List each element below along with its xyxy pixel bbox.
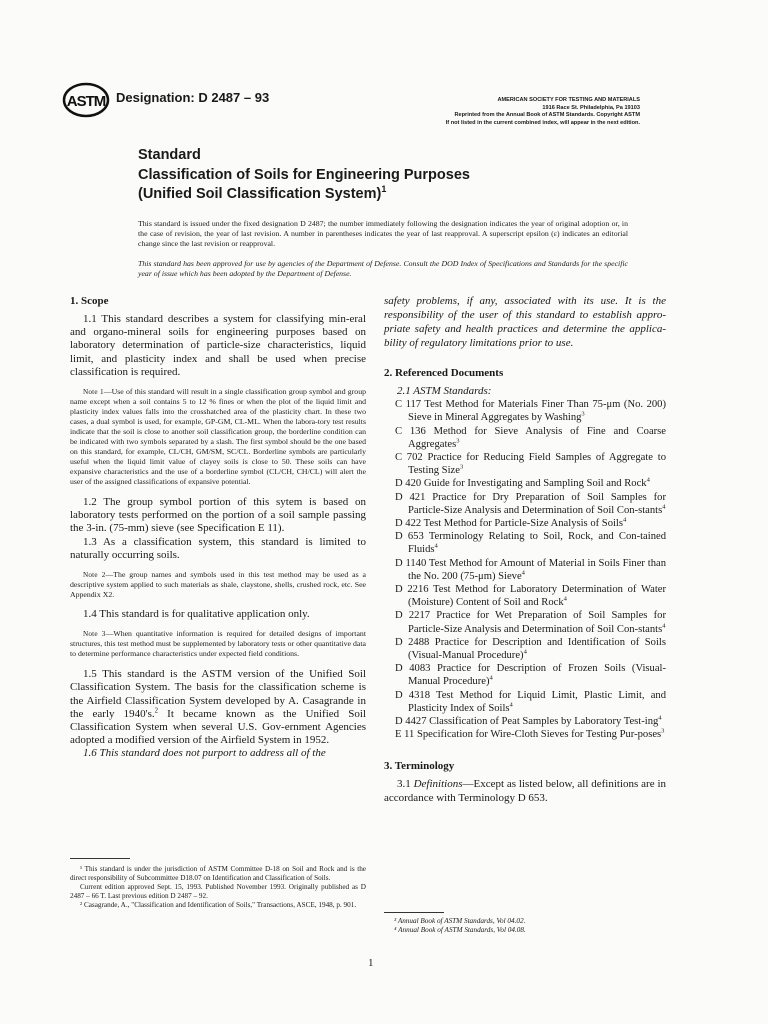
title-standard: Standard	[138, 147, 201, 163]
footnotes-right	[384, 912, 666, 935]
reference-item: D 421 Practice for Dry Preparation of Soil Samples for Particle-Size Analysis and Determination of Soil Con-stants$^4$	[395, 491, 666, 516]
reference-item: D 422 Test Method for Particle-Size Analysis of Soils$^4$	[395, 516, 627, 530]
paragraph-1-3: 1.3 As a classification system, this standard is limited to naturally occurring soils.	[70, 535, 366, 561]
publisher-line: Reprinted from the Annual Book of ASTM Standards. Copyright ASTM	[454, 112, 640, 119]
footnotes-left	[70, 858, 366, 910]
paragraph-1-6: 1.6 This standard does not purport to address all of the	[83, 747, 326, 760]
section-heading-scope: 1. Scope	[70, 295, 109, 307]
reference-item: D 420 Guide for Investigating and Sampling Soil and Rock$^4$	[395, 476, 650, 490]
left-column	[70, 294, 366, 761]
reference-item: D 4427 Classification of Peat Samples by Laboratory Test-ing$^4$	[395, 714, 662, 728]
reference-item: D 2217 Practice for Wet Preparation of Soil Samples for Particle-Size Analysis and Determination of Soil Con-stants$^4$	[395, 610, 666, 635]
footnote-1-edition: Current edition approved Sept. 15, 1993. Published November 1993. Originally published as D 2487 – 66 T. Last previous edition D 2487 – 92.	[70, 883, 366, 900]
page-number: 1	[368, 957, 374, 969]
publisher-line: If not listed in the current combined index, will appear in the next edition.	[445, 119, 640, 126]
paragraph-3-1: 3.1 Definitions—Except as listed below, all definitions are in accordance with Terminology D 653.	[384, 778, 666, 804]
reference-item: D 2216 Test Method for Laboratory Determination of Water (Moisture) Content of Soil and Rock$^4$	[395, 584, 666, 609]
title-sub: (Unified Soil Classification System)$^1$	[138, 184, 387, 202]
reference-item: D 2488 Practice for Description and Identification of Soils (Visual-Manual Procedure)$^4$	[395, 636, 666, 662]
footnote-3: ³ Annual Book of ASTM Standards, Vol 04.02.	[394, 917, 526, 925]
note-2: Note 2—The group names and symbols used in this test method may be used as a descriptive system applied to such materials as shale, claystone, shells, crushed rock, etc. See Appendix X2.	[70, 570, 367, 600]
paragraph-1-4: 1.4 This standard is for qualitative application only.	[83, 608, 310, 621]
publisher-line: AMERICAN SOCIETY FOR TESTING AND MATERIALS	[497, 97, 640, 103]
publisher-block	[400, 97, 640, 127]
astm-logo	[62, 82, 110, 118]
dod-approval-statement: This standard has been approved for use by agencies of the Department of Defense. Consult the DOD Index of Specifications and Standards for the specific year of issue which has been adopted by the Department of Defense.	[138, 259, 628, 278]
reference-item: D 653 Terminology Relating to Soil, Rock, and Con-tained Fluids$^4$	[395, 531, 666, 556]
paragraph-1-5: 1.5 This standard is the ASTM version of the Unified Soil Classification System. The basis for the classification scheme is the Airfield Classification System developed by A. Casagrande in the early 1940's.$^2$ It became known as the Unified Soil Classification System when several U.S. Gov-ernment Agencies adopted a modified version of the Airfield System in 1952.	[70, 668, 366, 747]
section-heading-referenced-documents: 2. Referenced Documents	[384, 367, 504, 379]
paragraph-1-2: 1.2 The group symbol portion of this sytem is based on laboratory tests performed on the portion of a soil sample passing the 3-in. (75-mm) sieve (see Specification E 11).	[70, 496, 366, 535]
reference-item: D 1140 Test Method for Amount of Material in Soils Finer than the No. 200 (75-μm) Sieve$^4$	[395, 557, 667, 582]
section-heading-terminology: 3. Terminology	[384, 760, 455, 773]
reference-item: C 117 Test Method for Materials Finer Than 75-μm (No. 200) Sieve in Mineral Aggregates by Washing$^3$	[395, 399, 666, 424]
logo-text: ASTM	[66, 93, 106, 110]
reference-item: C 702 Practice for Reducing Field Samples of Aggregate to Testing Size$^3$	[395, 452, 666, 477]
right-column	[384, 294, 666, 805]
publisher-line: 1916 Race St. Philadelphia, Pa 19103	[542, 104, 640, 111]
note-3: Note 3—When quantitative information is required for detailed designs of important structures, this test method must be supplemented by laboratory tests or other quantitative data to determine performance characteristics under expected field conditions.	[70, 629, 366, 659]
reference-list	[384, 398, 666, 741]
reference-item: D 4318 Test Method for Liquid Limit, Plastic Limit, and Plasticity Index of Soils$^4$	[395, 689, 666, 714]
designation: Designation: D 2487 – 93	[116, 90, 270, 105]
footnote-2: ² Casagrande, A., "Classification and Identification of Soils," Transactions, ASCE, 1948, p. 901.	[80, 901, 357, 909]
document-title	[138, 146, 470, 204]
reference-item: D 4083 Practice for Description of Frozen Soils (Visual-Manual Procedure)$^4$	[395, 663, 666, 688]
reference-item: E 11 Specification for Wire-Cloth Sieves for Testing Pur-poses$^3$	[395, 727, 665, 741]
subsection-astm-standards: 2.1 ASTM Standards:	[397, 385, 492, 397]
reference-item: C 136 Method for Sieve Analysis of Fine and Coarse Aggregates$^3$	[395, 425, 666, 450]
note-1: Note 1—Use of this standard will result in a single classification group symbol and group name except when a soil contains 5 to 12 % fines or when the plot of the liquid limit and plasticity index values falls into the crosshatched area of the plasticity chart. In these two cases, a dual symbol is used, for example, GP-GM, CL-ML. When the labora-tory test results indicate that the soil is close to another soil classification group, the borderline condition can be indicated with two symbols separated by a slash. The first symbol should be the one based on this standard, for example, CL/CH, GM/SM, SC/CL. Borderline symbols are particularly useful when the liquid limit value of clayey soils is close to 50. These soils can have expansive characteristics and the use of a borderline symbol (CL/CH, CH/CL) will alert the user of the assigned classifications of expansive potential.	[70, 387, 366, 487]
paragraph-1-6-continued: safety problems, if any, associated with its use. It is the responsibility of the user of this standard to establish appro-priate safety and health practices and determine the applica-bility of regulatory limitations prior to use.	[384, 295, 666, 349]
paragraph-1-1: 1.1 This standard describes a system for classifying min-eral and organo-mineral soils for engineering purposes based on laboratory determination of particle-size characteristics, liquid limit, and plasticity index and shall be used when precise classification is required.	[70, 313, 366, 378]
title-main: Classification of Soils for Engineering Purposes	[138, 167, 470, 183]
footnote-4: ⁴ Annual Book of ASTM Standards, Vol 04.08.	[394, 926, 526, 934]
footnote-1: ¹ This standard is under the jurisdiction of ASTM Committee D-18 on Soil and Rock and is the direct responsibility of Subcommittee D18.07 on Identification and Classification of Soils.	[70, 865, 366, 882]
issued-statement: This standard is issued under the fixed designation D 2487; the number immediately following the designation indicates the year of original adoption or, in the case of revision, the year of last revision. A number in parentheses indicates the year of last reapproval. A superscript epsilon (ε) indicates an editorial change since the last revision or reapproval.	[138, 219, 628, 248]
